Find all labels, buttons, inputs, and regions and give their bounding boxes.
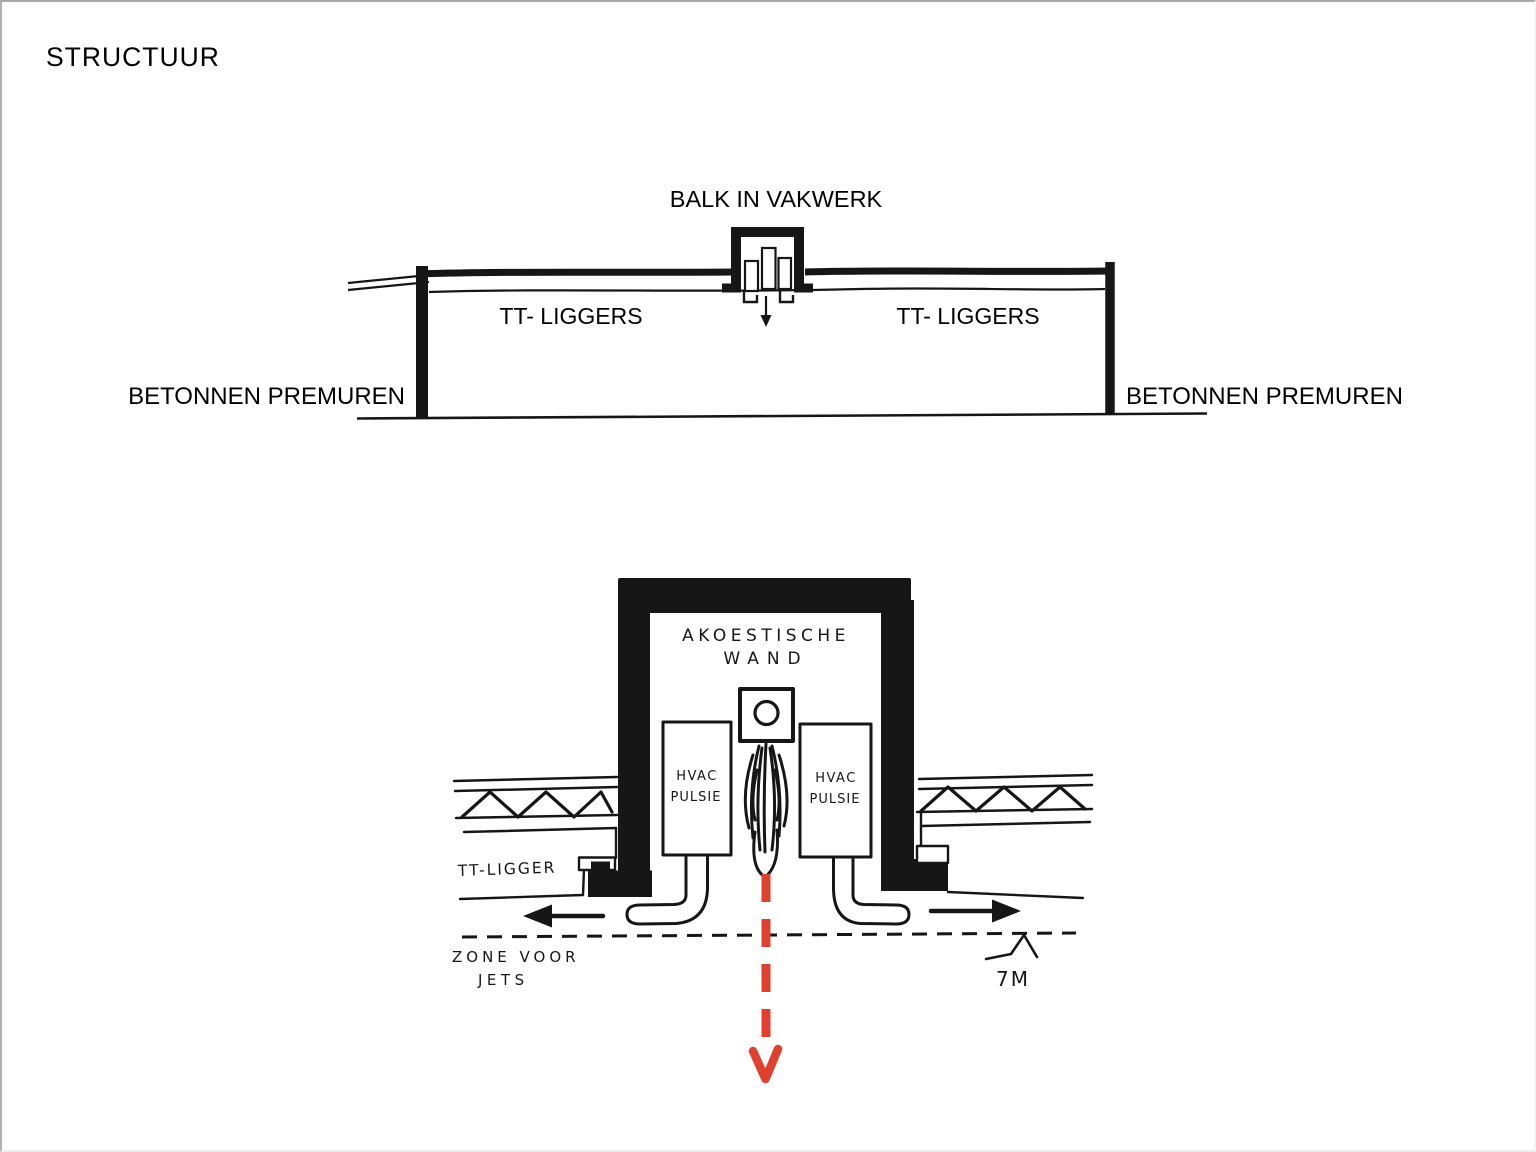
dimension-leader (1024, 935, 1037, 957)
enclosure-wall-right (881, 600, 914, 866)
jets-zone-label-line1: ZONE VOOR (452, 948, 580, 966)
section-diagram (128, 186, 1403, 419)
truss-chord-line (919, 775, 1092, 779)
throw-arrow-left-head (523, 905, 552, 928)
dimension-leader (986, 935, 1024, 959)
precast-wall-label-right: BETONNEN PREMUREN (1126, 383, 1403, 410)
truss-box-label: BALK IN VAKWERK (669, 186, 883, 212)
page-title: STRUCTUUR (46, 42, 220, 72)
bearing-corbel-right (917, 846, 948, 863)
deck-soffit-line (948, 892, 1083, 898)
hvac-right-label-line1: HVAC (815, 771, 857, 786)
tt-ligger-label: TT-LIGGER (457, 858, 557, 880)
hvac-right-label-line2: PULSIE (809, 792, 861, 807)
hanger-plate (745, 261, 758, 291)
load-arrow-head (761, 315, 772, 327)
plume-stroke (770, 748, 775, 850)
hanger-hook-right (780, 291, 793, 302)
tt-liggers-label-left: TT- LIGGERS (499, 303, 643, 329)
bearing-pad-left (591, 862, 610, 871)
tt-liggers-label-right: TT- LIGGERS (896, 303, 1040, 329)
truss-chord-line (454, 777, 617, 781)
truss-chord-line (456, 815, 617, 818)
truss-zigzag (462, 792, 612, 817)
hvac-box-left (663, 722, 731, 855)
enclosure-wall-left (618, 600, 650, 871)
truss-chord-line (455, 787, 617, 791)
hvac-box-right (800, 724, 871, 857)
enclosure-foot-left (588, 871, 652, 898)
jet-unit-outlet (755, 702, 778, 725)
hvac-left-label-line2: PULSIE (670, 790, 722, 805)
detail-sketch (452, 578, 1092, 1079)
jet-direction-arrow (753, 874, 778, 1079)
jets-zone-label-line2: JETS (478, 971, 529, 989)
roof-deck-left (420, 272, 731, 274)
hanger-plate (779, 258, 792, 289)
precast-wall-label-left: BETONNEN PREMUREN (128, 383, 405, 410)
roof-deck-right (805, 271, 1108, 272)
dimension-label: 7M (996, 967, 1030, 991)
truss-zigzag (921, 787, 1085, 811)
throw-arrow-right-head (992, 900, 1021, 923)
truss-chord-line (917, 809, 1092, 812)
jet-arrow-head (753, 1049, 778, 1079)
truss-box (722, 227, 813, 327)
acoustic-wall-label-line2: WAND (723, 649, 809, 669)
hanger-hook-left (744, 291, 757, 302)
hvac-left-label-line1: HVAC (676, 769, 718, 784)
deck-line (921, 822, 1090, 826)
dimension-marker (986, 935, 1037, 959)
throw-arrows (523, 900, 1021, 928)
deck-line (464, 828, 616, 832)
plume-stroke (764, 744, 766, 852)
acoustic-wall-label-line1: AKOESTISCHE (682, 626, 850, 646)
jet-plume (745, 744, 787, 877)
hanger-plate (762, 248, 776, 289)
ground-line (357, 414, 1207, 419)
plume-stroke (758, 748, 762, 850)
enclosure-top-bar (618, 578, 911, 613)
